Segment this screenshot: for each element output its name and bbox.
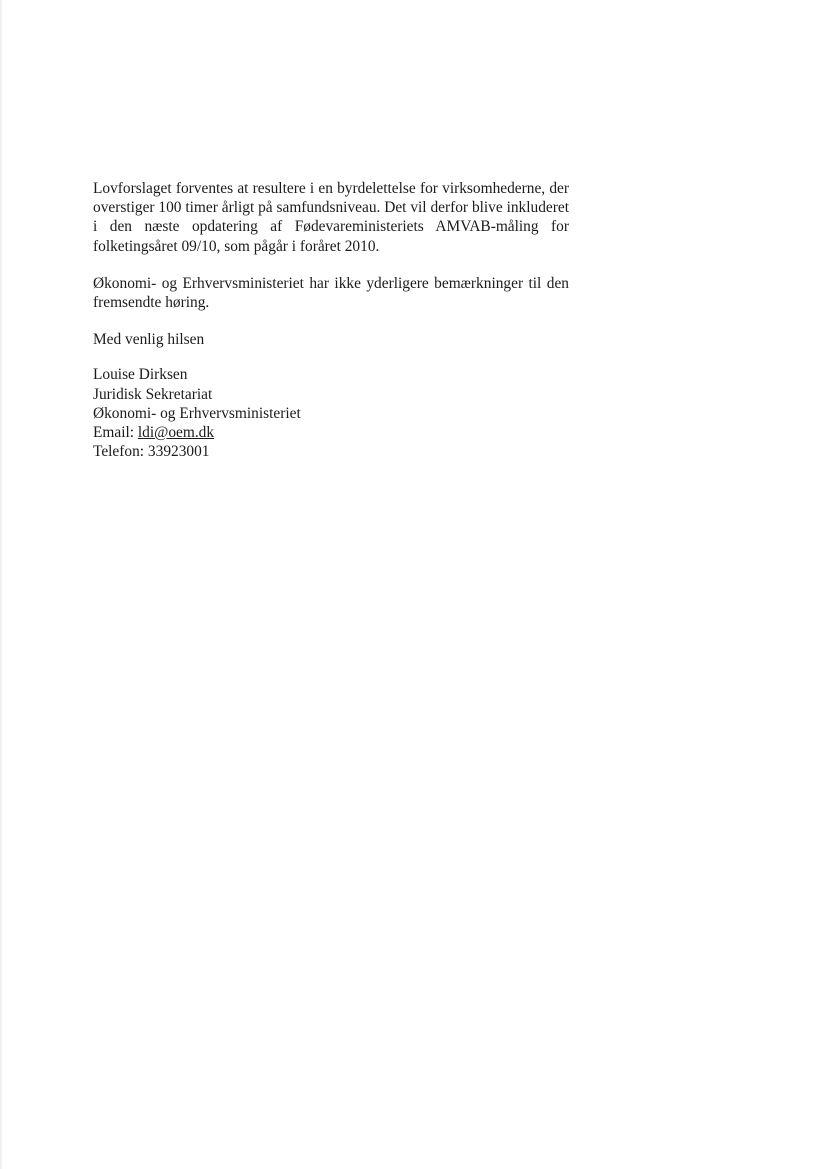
signatory-name: Louise Dirksen bbox=[93, 366, 188, 384]
letter-body bbox=[93, 179, 569, 461]
paragraph-burden-relief: Lovforslaget forventes at resultere i en byrdelettelse for virksomhederne, der overstiger 100 timer årligt på samfundsniveau. Det vil derfor blive inkluderet i den næste opdatering af Fødevareministeriets AMVAB-måling for folketingsåret 09/10, som pågår i foråret 2010. bbox=[93, 180, 569, 255]
email-line bbox=[93, 423, 569, 442]
email-label: Email: bbox=[93, 424, 135, 442]
signatory-ministry: Økonomi- og Erhvervsministeriet bbox=[93, 404, 301, 422]
email-link[interactable]: ldi@oem.dk bbox=[137, 424, 215, 442]
closing-greeting: Med venlig hilsen bbox=[93, 331, 205, 349]
scan-edge bbox=[0, 0, 2, 1169]
phone-line bbox=[93, 442, 569, 461]
phone-number: 33923001 bbox=[147, 443, 210, 461]
signature-block bbox=[93, 365, 569, 461]
signatory-department: Juridisk Sekretariat bbox=[93, 385, 213, 403]
phone-label: Telefon: bbox=[93, 443, 145, 461]
paragraph-no-further-comments: Økonomi- og Erhvervsministeriet har ikke yderligere bemærkninger til den fremsendte høring. bbox=[93, 274, 569, 312]
